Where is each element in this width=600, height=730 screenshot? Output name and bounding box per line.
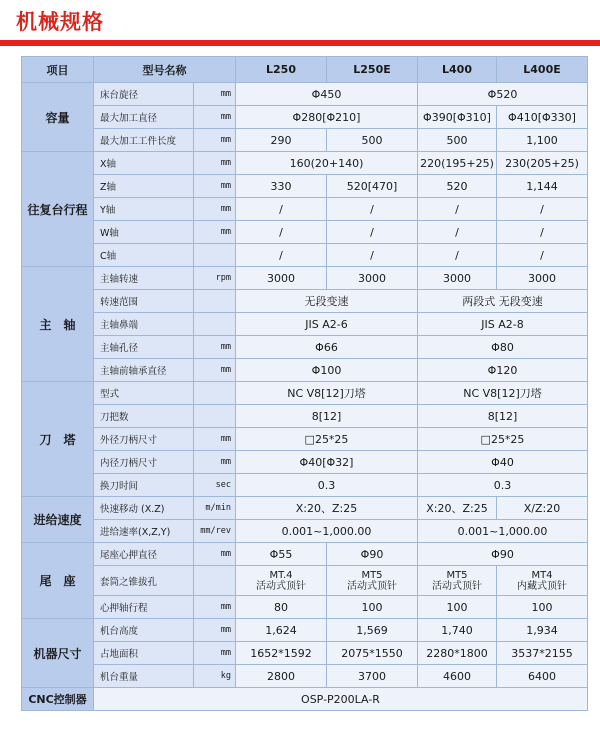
taper-type: 活动式顶针: [256, 580, 306, 592]
value-cell: 8[12]: [418, 405, 588, 428]
header-model-l400: L400: [418, 57, 497, 83]
item-label: 主轴鼻端: [94, 313, 194, 336]
value-cell: X/Z:20: [497, 497, 588, 520]
value-cell: /: [497, 198, 588, 221]
title-underline: [0, 40, 600, 46]
value-cell: 100: [418, 596, 497, 619]
value-cell: 520[470]: [327, 175, 418, 198]
table-row: [22, 175, 588, 198]
header-model-l400e: L400E: [497, 57, 588, 83]
item-unit: [194, 290, 236, 313]
item-unit: mm: [194, 106, 236, 129]
value-cell: 2280*1800: [418, 642, 497, 665]
value-cell: /: [236, 221, 327, 244]
item-unit: [194, 405, 236, 428]
value-cell: 8[12]: [236, 405, 418, 428]
item-label: 最大加工直径: [94, 106, 194, 129]
table-row: [22, 152, 588, 175]
table-row: [22, 290, 588, 313]
value-cell: □25*25: [236, 428, 418, 451]
value-cell: /: [327, 244, 418, 267]
value-cell: 0.001~1,000.00: [418, 520, 588, 543]
category-cnc: CNC控制器: [22, 688, 94, 711]
value-cell: Φ80: [418, 336, 588, 359]
header-model-l250e: L250E: [327, 57, 418, 83]
taper-type: 活动式顶针: [347, 580, 397, 592]
item-unit: mm: [194, 336, 236, 359]
value-cell: 290: [236, 129, 327, 152]
item-label: 床台旋径: [94, 83, 194, 106]
value-cell: 两段式 无段变速: [418, 290, 588, 313]
value-cell: Φ100: [236, 359, 418, 382]
taper-size: MT.4: [269, 569, 293, 581]
value-cell: Φ90: [418, 543, 588, 566]
item-unit: mm: [194, 619, 236, 642]
taper-size: MT4: [531, 569, 553, 581]
table-row: [22, 474, 588, 497]
value-cell: /: [418, 221, 497, 244]
value-cell: 1,934: [497, 619, 588, 642]
value-cell: 2075*1550: [327, 642, 418, 665]
table-row: [22, 129, 588, 152]
table-row: [22, 543, 588, 566]
category-turret: 刀 塔: [22, 382, 94, 497]
value-cell: /: [327, 198, 418, 221]
item-unit: mm: [194, 175, 236, 198]
item-label: C轴: [94, 244, 194, 267]
table-row: [22, 428, 588, 451]
item-label: 外径刀柄尺寸: [94, 428, 194, 451]
item-unit: mm: [194, 221, 236, 244]
value-cell: Φ280[Φ210]: [236, 106, 418, 129]
cnc-value: OSP-P200LA-R: [94, 688, 588, 711]
table-row: [22, 336, 588, 359]
table-row: [22, 497, 588, 520]
value-cell: 1,624: [236, 619, 327, 642]
value-cell: 4600: [418, 665, 497, 688]
category-spindle: 主 轴: [22, 267, 94, 382]
value-cell: 100: [497, 596, 588, 619]
value-cell: /: [236, 244, 327, 267]
table-row: [22, 688, 588, 711]
category-tailstock: 尾 座: [22, 543, 94, 619]
value-cell: 2800: [236, 665, 327, 688]
value-cell: 80: [236, 596, 327, 619]
value-cell: Φ40[Φ32]: [236, 451, 418, 474]
value-cell: 3000: [327, 267, 418, 290]
value-cell: Φ390[Φ310]: [418, 106, 497, 129]
item-label: 进给速率(X,Z,Y): [94, 520, 194, 543]
value-cell: /: [236, 198, 327, 221]
value-cell: [497, 566, 588, 596]
item-label: 转速范围: [94, 290, 194, 313]
item-label: 刀把数: [94, 405, 194, 428]
value-cell: [418, 566, 497, 596]
table-row: [22, 566, 588, 596]
value-cell: 3700: [327, 665, 418, 688]
table-row: [22, 596, 588, 619]
table-row: [22, 642, 588, 665]
table-row: [22, 83, 588, 106]
value-cell: 3000: [418, 267, 497, 290]
value-cell: 100: [327, 596, 418, 619]
value-cell: /: [418, 244, 497, 267]
value-cell: 500: [418, 129, 497, 152]
value-cell: 500: [327, 129, 418, 152]
value-cell: Φ90: [327, 543, 418, 566]
value-cell: 3000: [497, 267, 588, 290]
item-unit: [194, 566, 236, 596]
table-row: [22, 106, 588, 129]
item-label: 心押轴行程: [94, 596, 194, 619]
table-row: [22, 382, 588, 405]
item-unit: mm: [194, 129, 236, 152]
value-cell: 230(205+25): [497, 152, 588, 175]
table-row: [22, 359, 588, 382]
table-row: [22, 313, 588, 336]
item-unit: mm: [194, 428, 236, 451]
value-cell: 3000: [236, 267, 327, 290]
value-cell: 1,569: [327, 619, 418, 642]
item-label: 换刀时间: [94, 474, 194, 497]
value-cell: 330: [236, 175, 327, 198]
value-cell: 3537*2155: [497, 642, 588, 665]
header-model: 型号名称: [94, 57, 236, 83]
taper-type: 内藏式顶针: [517, 580, 567, 592]
taper-size: MT5: [446, 569, 468, 581]
spec-table: [21, 56, 588, 711]
value-cell: 1,740: [418, 619, 497, 642]
item-unit: mm: [194, 642, 236, 665]
item-label: 尾座心押直径: [94, 543, 194, 566]
value-cell: /: [418, 198, 497, 221]
value-cell: 1,100: [497, 129, 588, 152]
table-row: [22, 405, 588, 428]
item-label: W轴: [94, 221, 194, 244]
category-capacity: 容量: [22, 83, 94, 152]
item-unit: mm: [194, 451, 236, 474]
item-unit: [194, 382, 236, 405]
value-cell: JIS A2-6: [236, 313, 418, 336]
value-cell: X:20、Z:25: [236, 497, 418, 520]
item-label: Z轴: [94, 175, 194, 198]
item-label: 最大加工工件长度: [94, 129, 194, 152]
item-unit: mm: [194, 543, 236, 566]
table-row: [22, 520, 588, 543]
value-cell: [236, 566, 327, 596]
table-row: [22, 244, 588, 267]
item-unit: mm: [194, 596, 236, 619]
item-unit: sec: [194, 474, 236, 497]
item-unit: kg: [194, 665, 236, 688]
value-cell: Φ55: [236, 543, 327, 566]
table-row: [22, 198, 588, 221]
item-unit: mm: [194, 83, 236, 106]
value-cell: Φ120: [418, 359, 588, 382]
value-cell: NC V8[12]刀塔: [418, 382, 588, 405]
value-cell: 6400: [497, 665, 588, 688]
value-cell: 0.3: [418, 474, 588, 497]
value-cell: Φ40: [418, 451, 588, 474]
header-item: 项目: [22, 57, 94, 83]
value-cell: Φ450: [236, 83, 418, 106]
value-cell: JIS A2-8: [418, 313, 588, 336]
item-label: 型式: [94, 382, 194, 405]
item-label: 主轴孔径: [94, 336, 194, 359]
item-label: 机台重量: [94, 665, 194, 688]
item-unit: mm: [194, 198, 236, 221]
value-cell: Φ66: [236, 336, 418, 359]
item-label: 机台高度: [94, 619, 194, 642]
value-cell: 220(195+25): [418, 152, 497, 175]
item-label: 套筒之锥拔孔: [94, 566, 194, 596]
table-row: [22, 619, 588, 642]
value-cell: Φ520: [418, 83, 588, 106]
value-cell: 1,144: [497, 175, 588, 198]
value-cell: 无段变速: [236, 290, 418, 313]
value-cell: 520: [418, 175, 497, 198]
header-model-l250: L250: [236, 57, 327, 83]
item-unit: mm: [194, 359, 236, 382]
category-machine-size: 机器尺寸: [22, 619, 94, 688]
value-cell: /: [497, 244, 588, 267]
item-label: X轴: [94, 152, 194, 175]
item-label: Y轴: [94, 198, 194, 221]
value-cell: 0.3: [236, 474, 418, 497]
category-travel: 往复台行程: [22, 152, 94, 267]
value-cell: [327, 566, 418, 596]
header-row: [22, 57, 588, 83]
value-cell: 160(20+140): [236, 152, 418, 175]
item-unit: [194, 313, 236, 336]
item-label: 主轴转速: [94, 267, 194, 290]
taper-type: 活动式顶针: [432, 580, 482, 592]
value-cell: 1652*1592: [236, 642, 327, 665]
value-cell: X:20、Z:25: [418, 497, 497, 520]
page-title: 机械规格: [16, 10, 104, 34]
value-cell: /: [327, 221, 418, 244]
item-unit: mm: [194, 152, 236, 175]
item-label: 内径刀柄尺寸: [94, 451, 194, 474]
value-cell: NC V8[12]刀塔: [236, 382, 418, 405]
value-cell: □25*25: [418, 428, 588, 451]
table-row: [22, 267, 588, 290]
item-label: 占地面积: [94, 642, 194, 665]
category-feed: 进给速度: [22, 497, 94, 543]
item-label: 主轴前轴承直径: [94, 359, 194, 382]
table-row: [22, 451, 588, 474]
taper-size: MT5: [361, 569, 383, 581]
value-cell: /: [497, 221, 588, 244]
item-label: 快速移动 (X.Z): [94, 497, 194, 520]
item-unit: mm/rev: [194, 520, 236, 543]
value-cell: 0.001~1,000.00: [236, 520, 418, 543]
table-row: [22, 221, 588, 244]
item-unit: [194, 244, 236, 267]
item-unit: rpm: [194, 267, 236, 290]
table-row: [22, 665, 588, 688]
item-unit: m/min: [194, 497, 236, 520]
value-cell: Φ410[Φ330]: [497, 106, 588, 129]
